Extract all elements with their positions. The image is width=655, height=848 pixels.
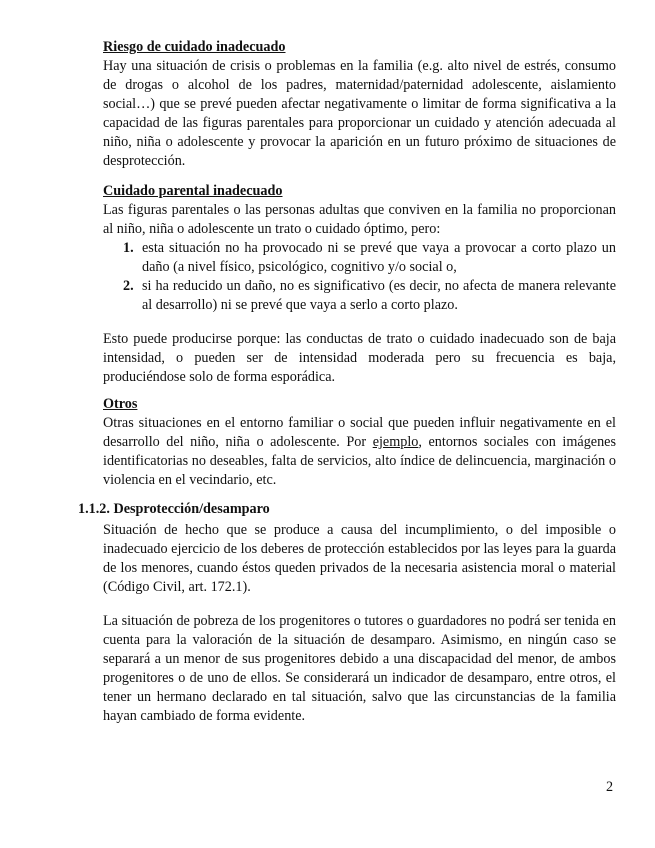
otros-text-start: Otras situaciones en el entorno familiar o social que pueden influir negativamente en el desarrollo del niño, niña o adolescente. Por xyxy=(103,415,616,450)
section-otros xyxy=(103,395,616,490)
section-title-cuidado: Cuidado parental inadecuado xyxy=(103,183,283,199)
list-item-text: si ha reducido un daño, no es significativo (es decir, no afecta de manera relevante al desarrollo) ni se prevé que vaya a serlo a corto plazo. xyxy=(142,278,616,313)
subsection-heading: 1.1.2. Desprotección/desamparo xyxy=(78,501,270,517)
otros-underlined-word: ejemplo xyxy=(372,434,419,450)
page-number: 2 xyxy=(606,779,614,795)
section-riesgo xyxy=(103,38,616,171)
section-desproteccion xyxy=(103,521,616,726)
cuidado-list xyxy=(103,239,616,315)
section-title-otros: Otros xyxy=(103,396,138,412)
list-number: 1. xyxy=(123,240,134,256)
list-item-text: esta situación no ha provocado ni se prevé que vaya a provocar a corto plazo un daño (a nivel físico, psicológico, cognitivo y/o social o, xyxy=(142,240,616,275)
otros-text-end: , entornos sociales con imágenes identificatorias no deseables, falta de servicios, alto índice de delincuencia, marginación o violencia en el vecindario, etc. xyxy=(103,434,616,488)
section-cuidado xyxy=(103,182,616,387)
section-title-riesgo: Riesgo de cuidado inadecuado xyxy=(103,39,286,55)
list-item xyxy=(103,277,616,315)
section-body-otros xyxy=(103,414,616,490)
section-intro-cuidado: Las figuras parentales o las personas adultas que conviven en la familia no proporcionan al niño, niña o adolescente un trato o cuidado óptimo, pero: xyxy=(103,202,616,237)
section-body-riesgo: Hay una situación de crisis o problemas en la familia (e.g. alto nivel de estrés, consumo de drogas o alcohol de los padres, maternidad/paternidad adolescente, aislamiento social…) que se prevé pueden afectar negativamente o limitar de forma significativa a la capacidad de las figuras parentales para proporcionar un cuidado y atención adecuada al niño, niña o adolescente y provocar la aparición en un futuro próximo de situaciones de desprotección. xyxy=(103,58,616,169)
list-item xyxy=(103,239,616,277)
desproteccion-paragraph-1: Situación de hecho que se produce a causa del incumplimiento, o del imposible o inadecuado ejercicio de los deberes de protección establecidos por las leyes para la guarda de los menores, cuando éstos queden privados de la necesaria asistencia moral o material (Código Civil, art. 172.1). xyxy=(103,522,616,595)
desproteccion-paragraph-2: La situación de pobreza de los progenitores o tutores o guardadores no podrá ser tenida en cuenta para la valoración de la situación de desamparo. Asimismo, en ningún caso se separará a un menor de sus progenitores debido a una discapacidad del menor, de ambos progenitores o de uno de ellos. Se considerará un indicador de desamparo, entre otros, el tener un hermano declarado en tal situación, salvo que las circunstancias de la familia hayan cambiado de forma evidente. xyxy=(103,613,616,724)
section-closing-cuidado: Esto puede producirse porque: las conductas de trato o cuidado inadecuado son de baja intensidad, o pueden ser de intensidad moderada pero su frecuencia es baja, produciéndose solo de forma esporádica. xyxy=(103,331,616,385)
list-number: 2. xyxy=(123,278,134,294)
